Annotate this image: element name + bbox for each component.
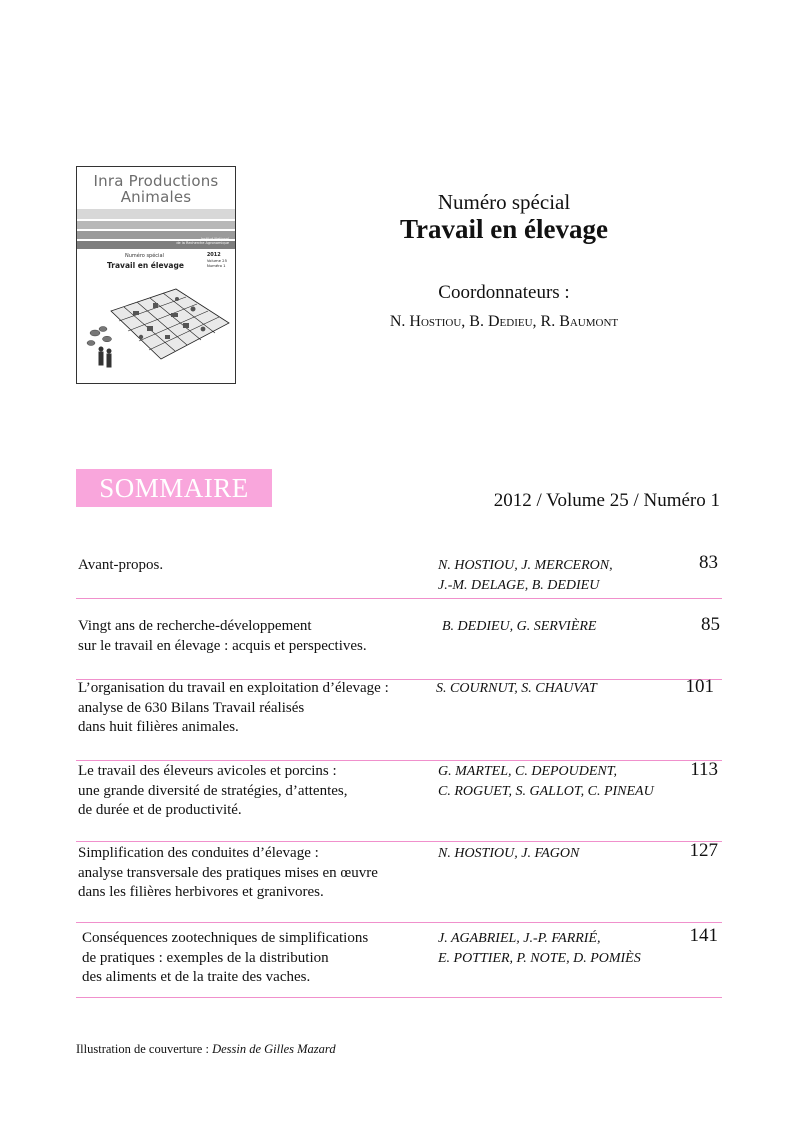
table-of-contents xyxy=(76,548,722,998)
toc-authors xyxy=(442,617,690,637)
toc-entry[interactable] xyxy=(76,676,722,761)
toc-title xyxy=(78,762,424,821)
special-issue-label: Numéro spécial xyxy=(437,190,571,214)
toc-authors xyxy=(438,929,686,968)
cover-band xyxy=(77,209,235,219)
toc-entry[interactable] xyxy=(76,548,722,599)
cover-institute-line2: de la Recherche Agronomique xyxy=(176,241,229,245)
toc-author-line: J.-M. DELAGE, B. DEDIEU xyxy=(438,577,600,593)
toc-entry[interactable] xyxy=(76,599,722,680)
toc-page-number: 141 xyxy=(689,925,718,946)
cover-institute-line1: Institut National xyxy=(200,237,229,241)
toc-page-number: 83 xyxy=(699,552,718,573)
issue-info: 2012 / Volume 25 / Numéro 1 xyxy=(493,490,720,511)
issue-theme-title: Travail en élevage xyxy=(400,214,608,244)
toc-entry[interactable] xyxy=(76,923,722,998)
toc-title-line: Avant-propos. xyxy=(78,557,164,573)
toc-page-number: 127 xyxy=(689,840,718,861)
toc-authors xyxy=(436,679,684,699)
toc-title xyxy=(78,617,424,656)
toc-title xyxy=(78,844,424,903)
cover-institute xyxy=(169,237,229,245)
sommaire-banner: SOMMAIRE xyxy=(76,469,272,507)
toc-title-line: dans les filières herbivores et granivores. xyxy=(78,884,324,900)
journal-cover xyxy=(76,166,236,384)
toc-title-line: des aliments et de la traite des vaches. xyxy=(82,969,311,985)
toc-page-number: 85 xyxy=(701,614,720,635)
cover-special-label: Numéro spécial xyxy=(125,253,164,259)
cover-number: Numéro 1 xyxy=(206,263,226,268)
toc-author-line: G. MARTEL, C. DEPOUDENT, xyxy=(438,764,618,779)
toc-entry[interactable] xyxy=(76,761,722,842)
toc-title-line: sur le travail en élevage : acquis et perspectives. xyxy=(78,637,367,654)
toc-title-line: une grande diversité de stratégies, d’attentes, xyxy=(78,782,348,799)
cover-volume: Volume 25 xyxy=(206,258,227,263)
cover-issue-meta xyxy=(207,253,227,268)
toc-title-line: Le travail des éleveurs avicoles et porcins : xyxy=(78,763,337,779)
cover-theme: Travail en élevage xyxy=(107,261,184,270)
cover-illustration xyxy=(81,271,231,379)
toc-title-line: analyse transversale des pratiques mises en œuvre xyxy=(78,864,378,881)
toc-authors xyxy=(438,844,686,864)
toc-title-line: dans huit filières animales. xyxy=(78,719,239,735)
coordinators-names: N. Hostiou, B. Dedieu, R. Baumont xyxy=(389,313,619,330)
toc-author-line: N. HOSTIOU, J. FAGON xyxy=(438,846,580,861)
cover-title-line2: Animales xyxy=(120,188,192,206)
credit-value: Dessin de Gilles Mazard xyxy=(212,1042,336,1056)
cover-title-line1: Inra Productions xyxy=(93,172,219,190)
toc-title-line: analyse de 630 Bilans Travail réalisés xyxy=(78,699,305,716)
cover-credit xyxy=(76,1042,336,1057)
cover-year: 2012 xyxy=(206,252,221,258)
toc-page-number: 101 xyxy=(685,676,714,697)
toc-title xyxy=(78,679,424,738)
toc-authors xyxy=(438,762,686,801)
toc-page-number: 113 xyxy=(690,759,718,780)
toc-author-line: B. DEDIEU, G. SERVIÈRE xyxy=(442,619,597,634)
toc-author-line: J. AGABRIEL, J.-P. FARRIÉ, xyxy=(438,931,601,946)
toc-title-line: de durée et de productivité. xyxy=(78,802,242,818)
toc-title-line: Conséquences zootechniques de simplifications xyxy=(82,930,369,946)
toc-authors xyxy=(438,556,686,595)
toc-title-line: Vingt ans de recherche-développement xyxy=(78,618,312,634)
toc-title-line: Simplification des conduites d’élevage : xyxy=(78,845,319,861)
credit-label: Illustration de couverture : xyxy=(76,1042,209,1056)
toc-title-line: L’organisation du travail en exploitation d’élevage : xyxy=(78,680,389,696)
toc-title-line: de pratiques : exemples de la distribution xyxy=(82,949,329,966)
toc-title xyxy=(78,556,424,576)
coordinators-label: Coordonnateurs : xyxy=(438,282,570,303)
cover-band xyxy=(77,221,235,229)
toc-title xyxy=(82,929,428,988)
toc-author-line: C. ROGUET, S. GALLOT, C. PINEAU xyxy=(438,783,654,799)
toc-author-line: E. POTTIER, P. NOTE, D. POMIÈS xyxy=(438,950,641,966)
toc-author-line: S. COURNUT, S. CHAUVAT xyxy=(436,681,597,696)
toc-author-line: N. HOSTIOU, J. MERCERON, xyxy=(438,558,613,573)
toc-entry[interactable] xyxy=(76,842,722,923)
